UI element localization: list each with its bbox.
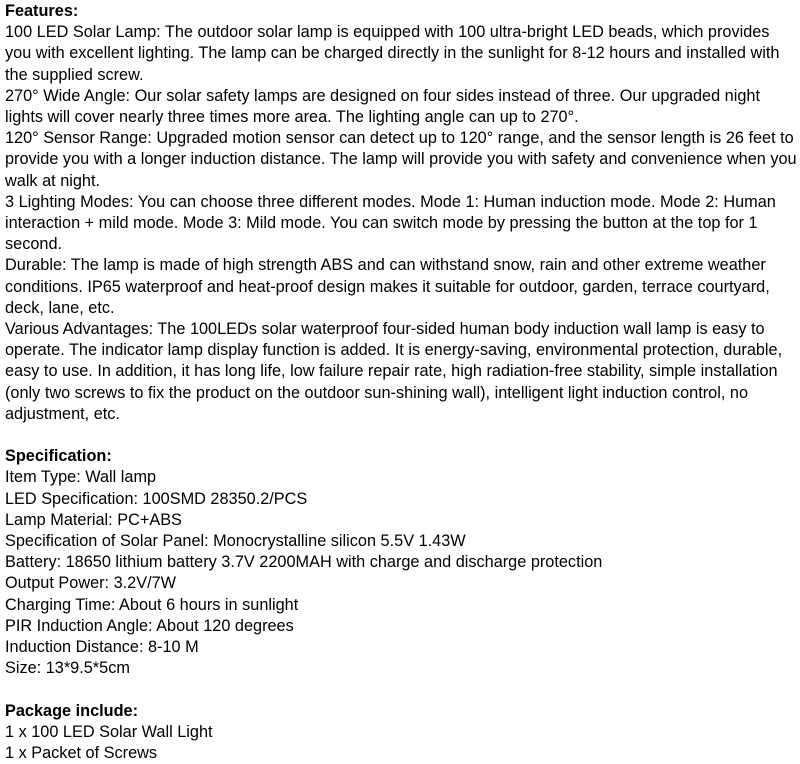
spec-induction-distance: Induction Distance: 8-10 M <box>5 638 199 657</box>
feature-lighting-modes: 3 Lighting Modes: You can choose three different modes. Mode 1: Human induction mode. Mode 2: Human interaction + mild mode. Mode 3: Mild mode. You can switch mode by pressing the button at the top for 1 second. <box>5 192 776 254</box>
feature-wide-angle: 270° Wide Angle: Our solar safety lamps are designed on four sides instead of three. Our upgraded night lights will cover nearly three times more area. The lighting angle can up to 270°. <box>5 86 760 127</box>
feature-durable: Durable: The lamp is made of high strength ABS and can withstand snow, rain and other extreme weather conditions. IP65 waterproof and heat-proof design makes it suitable for outdoor, garden, terrace courtyard, deck, lane, etc. <box>5 256 770 317</box>
spec-output-power: Output Power: 3.2V/7W <box>5 574 177 593</box>
package-item-screws: 1 x Packet of Screws <box>5 744 158 763</box>
feature-solar-lamp: 100 LED Solar Lamp: The outdoor solar lamp is equipped with 100 ultra-bright LED beads, which provides you with excellent lighting. The lamp can be charged directly in the sunlight for 8-12 hours and installed with the supplied screw. <box>5 23 780 84</box>
spec-material: Lamp Material: PC+ABS <box>5 510 182 529</box>
specification-heading: Specification: <box>5 447 112 466</box>
spec-pir-angle: PIR Induction Angle: About 120 degrees <box>5 616 294 635</box>
feature-advantages: Various Advantages: The 100LEDs solar waterproof four-sided human body induction wall lamp is easy to operate. The indicator lamp display function is added. It is energy-saving, environmental protection, durable, easy to use. In addition, it has long life, low failure repair rate, high radiation-free stability, simple installation (only two screws to fix the product on the outdoor sun-shining wall), intelligent light induction control, no adjustment, etc. <box>5 320 783 423</box>
spec-item-type: Item Type: Wall lamp <box>5 468 157 487</box>
spec-led: LED Specification: 100SMD 28350.2/PCS <box>5 489 308 508</box>
section-spacer <box>5 425 797 446</box>
spec-battery: Battery: 18650 lithium battery 3.7V 2200MAH with charge and discharge protection <box>5 553 603 572</box>
spec-charging-time: Charging Time: About 6 hours in sunlight <box>5 595 299 614</box>
product-description <box>5 1 797 764</box>
spec-solar-panel: Specification of Solar Panel: Monocrystalline silicon 5.5V 1.43W <box>5 532 466 551</box>
spec-size: Size: 13*9.5*5cm <box>5 659 130 678</box>
package-item-light: 1 x 100 LED Solar Wall Light <box>5 722 213 741</box>
section-spacer <box>5 679 797 700</box>
package-heading: Package include: <box>5 701 139 720</box>
feature-sensor-range: 120° Sensor Range: Upgraded motion sensor can detect up to 120° range, and the sensor length is 26 feet to provide you with a longer induction distance. The lamp will provide you with safety and convenience when you walk at night. <box>5 129 797 190</box>
features-heading: Features: <box>5 2 79 20</box>
